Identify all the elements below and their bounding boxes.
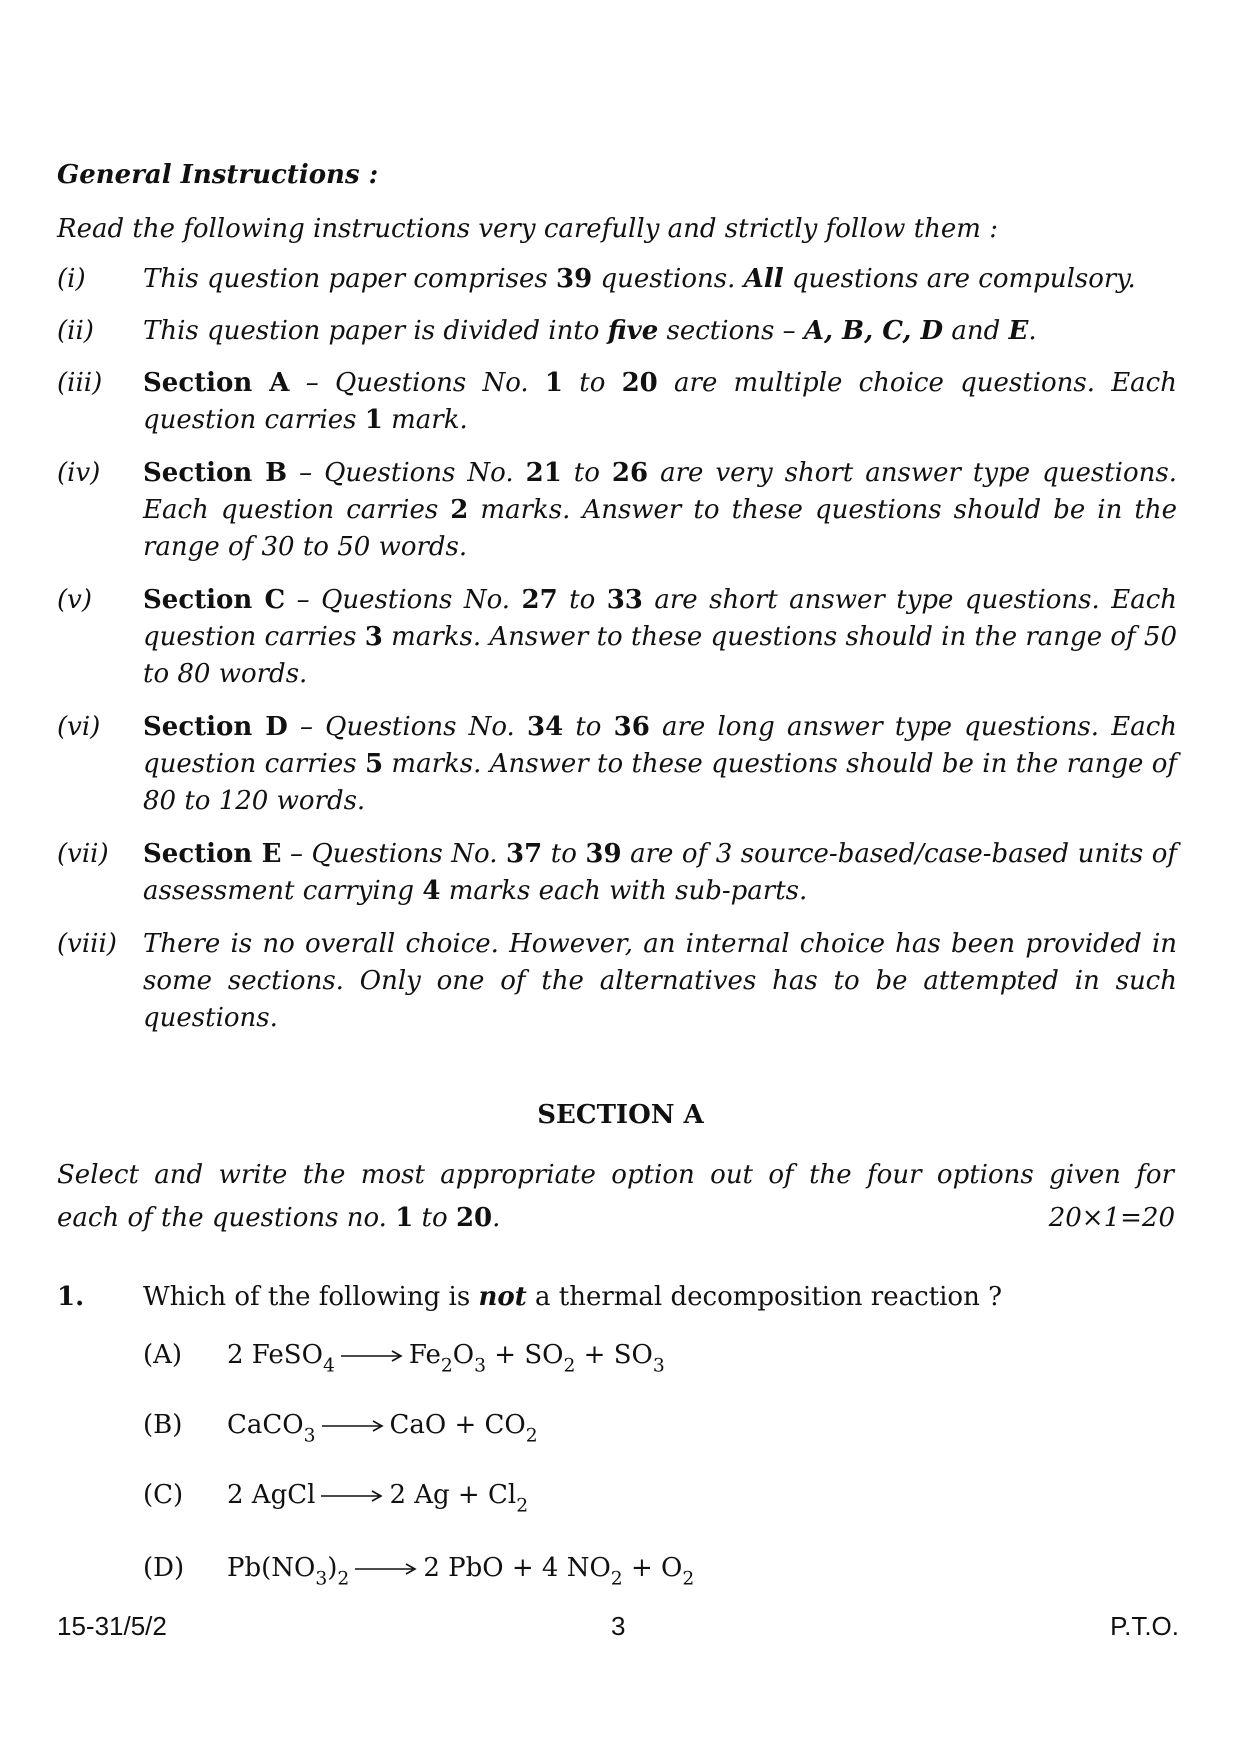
instruction-item xyxy=(57,709,1177,820)
reaction-equation: CaCO$_3$ CaO + $CO_2$ xyxy=(227,1410,538,1447)
instruction-text: Section E – Questions No. 37 to 39 are of 3 source-based/case-based units of assessment carrying 4 marks each with sub-parts. xyxy=(143,839,1177,906)
question-text: Which of the following is not a thermal decomposition reaction ? xyxy=(143,1282,1003,1312)
page-number: 3 xyxy=(611,1611,626,1641)
section-a-title: SECTION A xyxy=(537,1100,704,1130)
instruction-item xyxy=(57,313,1177,350)
option-label: (B) xyxy=(143,1410,183,1440)
option-label: (D) xyxy=(143,1553,185,1583)
instruction-text: Section A – Questions No. 1 to 20 are multiple choice questions. Each question carries 1 mark. xyxy=(143,368,1177,435)
reaction-equation: 2 FeSO$_4$ $Fe_2O_3 + SO_2 + SO_3$ xyxy=(227,1340,665,1377)
reaction-arrow-icon xyxy=(321,1489,383,1503)
instruction-text: There is no overall choice. However, an internal choice has been provided in some sections. Only one of the alternatives has to be attempted in such questions. xyxy=(143,929,1177,1033)
section-a-instruction-line1: Select and write the most appropriate option out of the four options given for xyxy=(57,1160,1174,1190)
instruction-text: Section D – Questions No. 34 to 36 are long answer type questions. Each question carries 5 marks. Answer to these questions should be in the range of 80 to 120 words. xyxy=(143,712,1177,816)
instruction-item xyxy=(57,365,1177,439)
reaction-arrow-icon xyxy=(355,1562,417,1576)
reaction-equation: $Pb(NO_3)_2$ 2 PbO + 4 $NO_2 + O_2$ xyxy=(227,1553,695,1590)
instruction-text: Section C – Questions No. 27 to 33 are short answer type questions. Each question carries 3 marks. Answer to these questions should in the range of 50 to 80 words. xyxy=(143,585,1177,689)
instruction-number: (viii) xyxy=(57,929,117,959)
pto-label: P.T.O. xyxy=(1110,1611,1179,1641)
reaction-arrow-icon xyxy=(322,1419,384,1433)
section-a-marks: 20×1=20 xyxy=(1048,1203,1175,1233)
instruction-number: (iv) xyxy=(57,458,101,488)
instruction-item xyxy=(57,261,1177,298)
option-label: (C) xyxy=(143,1480,184,1510)
instruction-text: Section B – Questions No. 21 to 26 are very short answer type questions. Each question carries 2 marks. Answer to these questions should be in the range of 30 to 50 words. xyxy=(143,458,1177,562)
instruction-number: (iii) xyxy=(57,368,103,398)
paper-code: 15-31/5/2 xyxy=(57,1611,167,1641)
instruction-text: This question paper is divided into five sections – A, B, C, D and E. xyxy=(143,316,1037,346)
instruction-text: This question paper comprises 39 questions. All questions are compulsory. xyxy=(143,264,1136,294)
instruction-number: (vi) xyxy=(57,712,101,742)
reaction-equation: 2 AgCl 2 $Ag + Cl_2$ xyxy=(227,1480,529,1517)
instruction-item xyxy=(57,926,1177,1037)
instruction-item xyxy=(57,455,1177,566)
general-instructions-heading: General Instructions : xyxy=(57,160,379,190)
general-instructions-intro: Read the following instructions very carefully and strictly follow them : xyxy=(57,214,998,244)
instruction-number: (i) xyxy=(57,264,86,294)
instruction-number: (v) xyxy=(57,585,92,615)
instruction-number: (ii) xyxy=(57,316,94,346)
option-label: (A) xyxy=(143,1340,183,1370)
reaction-arrow-icon xyxy=(341,1349,403,1363)
instruction-item xyxy=(57,582,1177,693)
section-a-instruction-line2: each of the questions no. 1 to 20. xyxy=(57,1203,501,1233)
instruction-number: (vii) xyxy=(57,839,109,869)
instruction-item xyxy=(57,836,1177,910)
question-number: 1. xyxy=(57,1282,85,1312)
